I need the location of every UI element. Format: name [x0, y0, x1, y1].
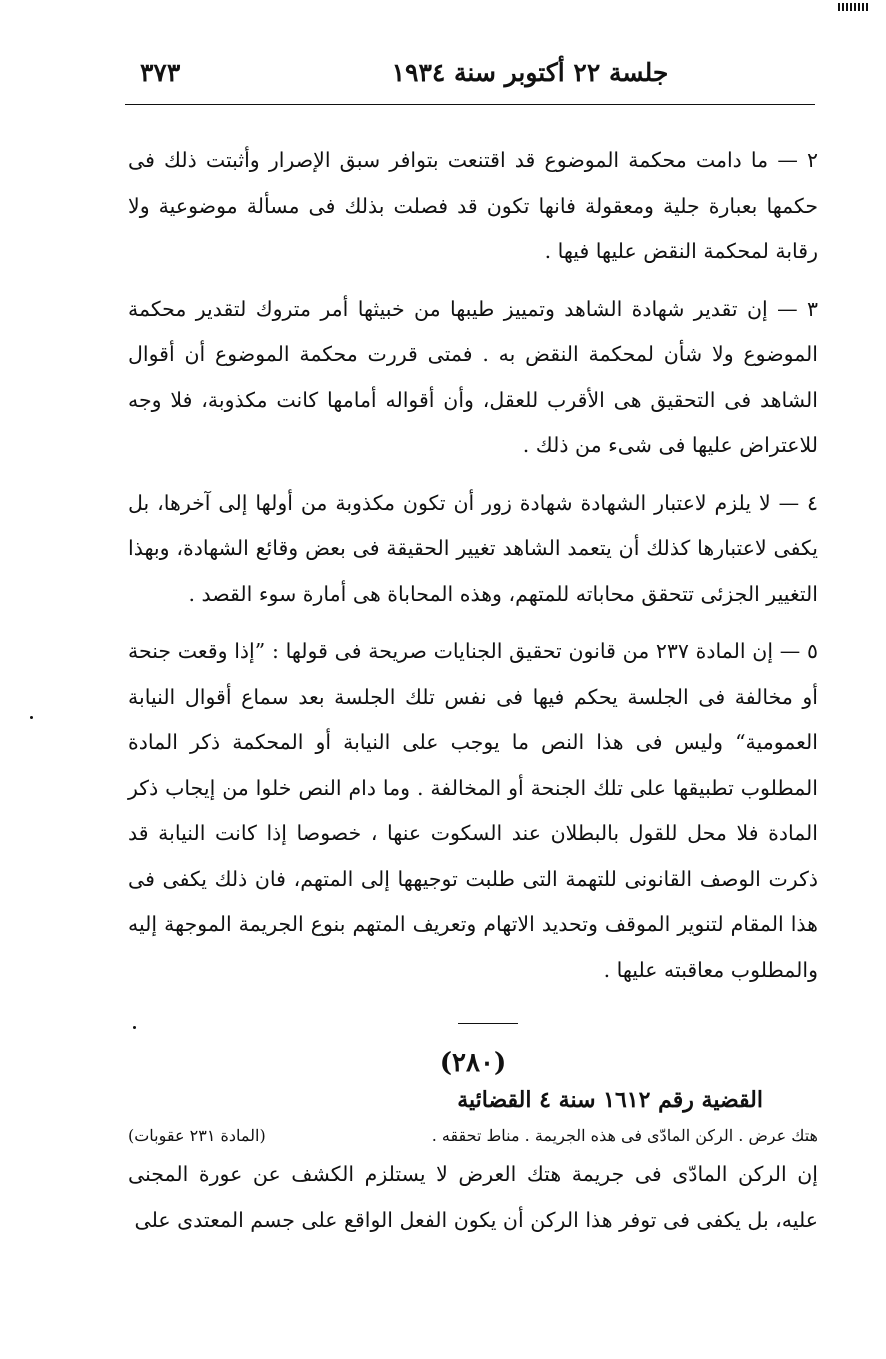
page-body: [128, 138, 818, 1243]
paragraph-4: ٤ — لا يلزم لاعتبار الشهادة شهادة زور أن تكون مكذوبة من أولها إلى آخرها، بل يكفى لاعتبارها كذلك أن يتعمد الشاهد تغيير الحقيقة فى بعض وقائع الشهادة، وبهذا التغيير الجزئى تتحقق محاباته للمتهم، وهذه المحاباة هى أمارة سوء القصد .: [128, 490, 819, 606]
page-number: ٣٧٣: [140, 58, 181, 87]
case-number: (٢٨٠): [439, 1048, 507, 1078]
paragraph-5: ٥ — إن المادة ٢٣٧ من قانون تحقيق الجنايات صريحة فى قولها : ”إذا وقعت جنحة أو مخالفة فى الجلسة يحكم فيها فى نفس تلك الجلسة بعد سماع أقوال النيابة العمومية“ وليس فى هذا النص ما يوجب على النيابة أو المحكمة ذكر المادة المطلوب تطبيقها على تلك الجنحة أو المخالفة . وما دام النص خلوا من إيجاب ذكر المادة فلا محل للقول بالبطلان عند السكوت عنها ، خصوصا إذا كانت النيابة قد ذكرت الوصف القانونى للتهمة التى طلبت توجيهها إلى المتهم، فان ذلك يكفى فى هذا المقام لتنوير الموقف وتحديد الاتهام وتعريف المتهم بنوع الجريمة الموجهة إليه والمطلوب معاقبته عليها .: [128, 639, 818, 982]
case-summary: هتك عرض . الركن المادّى فى هذه الجريمة . مناط تحققه .: [431, 1126, 818, 1145]
case-article: (المادة ٢٣١ عقوبات): [128, 1126, 266, 1145]
section-separator: [458, 1023, 518, 1024]
scan-speck: [133, 1026, 136, 1029]
paragraph-3: ٣ — إن تقدير شهادة الشاهد وتمييز طيبها من خبيثها أمر متروك لتقدير محكمة الموضوع ولا شأن لمحكمة النقض به . فمتى قررت محكمة الموضوع أن أقوال الشاهد فى التحقيق هى الأقرب للعقل، وأن أقواله أمامها كانت مكذوبة، فلا وجه للاعتراض عليها فى شىء من ذلك .: [128, 296, 818, 457]
scan-speck: [30, 716, 33, 719]
session-title: جلسة ٢٢ أكتوبر سنة ١٩٣٤: [391, 58, 669, 87]
scan-mark: [838, 3, 868, 11]
case-summary-line: [128, 1120, 818, 1152]
header-rule: [125, 104, 815, 105]
page-header: [128, 58, 810, 98]
case-title: القضية رقم ١٦١٢ سنة ٤ القضائية: [457, 1087, 763, 1113]
paragraph-2: ٢ — ما دامت محكمة الموضوع قد اقتنعت بتوافر سبق الإصرار وأثبتت ذلك فى حكمها بعبارة جلية ومعقولة فانها تكون قد فصلت بذلك فى مسألة موضوعية ولا رقابة لمحكمة النقض عليها فيها .: [128, 148, 818, 263]
case-text: إن الركن المادّى فى جريمة هتك العرض لا يستلزم الكشف عن عورة المجنى عليه، بل يكفى فى توفر هذا الركن أن يكون الفعل الواقع على جسم المعتدى على: [128, 1162, 818, 1232]
